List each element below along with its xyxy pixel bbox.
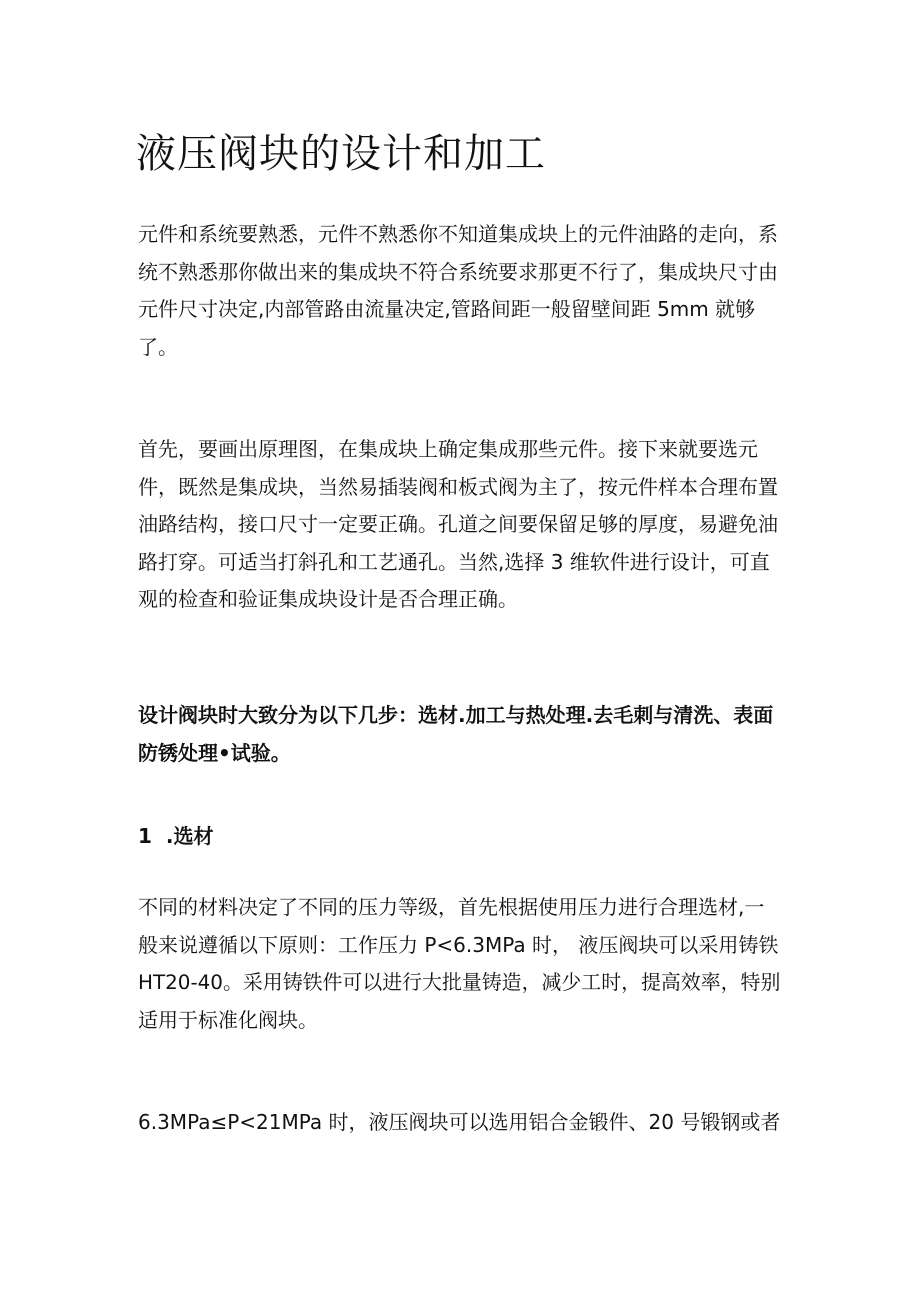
text-line: 观的检查和验证集成块设计是否合理正确。	[138, 587, 518, 611]
paragraph-material-selection	[138, 889, 780, 1039]
text-line: 元件尺寸决定,内部管路由流量决定,管路间距一般留壁间距 5mm 就够	[138, 297, 756, 321]
text-line: 件，既然是集成块，当然易插装阀和板式阀为主了，按元件样本合理布置	[138, 474, 778, 499]
document-title: 液压阀块的设计和加工	[136, 131, 546, 177]
text-line: 般来说遵循以下原则：工作压力 P<6.3MPa 时， 液压阀块可以采用铸铁	[138, 932, 779, 957]
text-line: 设计阀块时大致分为以下几步：选材.加工与热处理.去毛刺与清洗、表面	[138, 703, 774, 727]
text-line: HT20-40。采用铸铁件可以进行大批量铸造，减少工时，提高效率，特别	[138, 971, 781, 994]
paragraph-pressure-range	[138, 1104, 780, 1142]
paragraph-step-summary	[138, 697, 780, 772]
paragraph-intro	[138, 216, 780, 366]
text-line: 防锈处理•试验。	[138, 740, 291, 765]
section-heading-text: 1 .选材	[138, 824, 214, 848]
paragraph-design-steps	[138, 431, 780, 619]
text-line: 首先，要画出原理图，在集成块上确定集成那些元件。接下来就要选元	[138, 437, 758, 461]
text-line: 适用于标准化阀块。	[138, 1007, 318, 1032]
text-line: 统不熟悉那你做出来的集成块不符合系统要求那更不行了，集成块尺寸由	[138, 259, 778, 284]
text-line: 不同的材料决定了不同的压力等级，首先根据使用压力进行合理选材,一	[138, 895, 765, 919]
text-line: 元件和系统要熟悉，元件不熟悉你不知道集成块上的元件油路的走向，系	[138, 222, 778, 246]
text-line: 路打穿。可适当打斜孔和工艺通孔。当然,选择 3 维软件进行设计，可直	[138, 549, 770, 574]
text-line: 油路结构，接口尺寸一定要正确。孔道之间要保留足够的厚度，易避免油	[138, 512, 778, 536]
text-line: 6.3MPa≤P<21MPa 时，液压阀块可以选用铝合金锻件、20 号锻钢或者	[138, 1110, 781, 1134]
text-line: 了。	[138, 334, 178, 359]
section-heading-material	[138, 818, 780, 856]
